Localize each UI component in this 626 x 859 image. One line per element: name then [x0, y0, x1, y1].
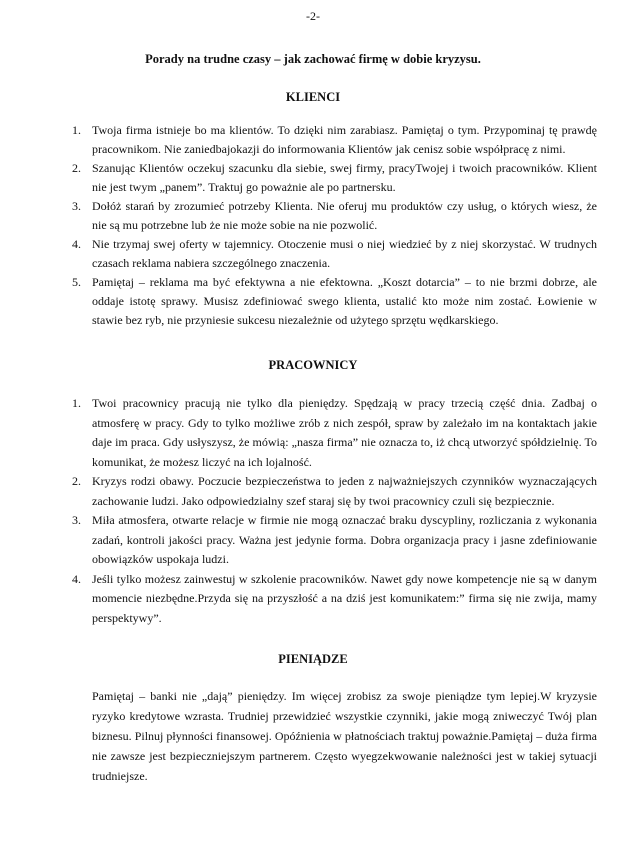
list-item	[72, 394, 597, 472]
list-item	[72, 570, 597, 629]
section-heading-pieniadze: PIENIĄDZE	[278, 652, 348, 666]
item-number: 3.	[72, 513, 81, 527]
item-number: 4.	[72, 571, 81, 586]
item-number: 5.	[72, 275, 81, 289]
item-number: 2.	[72, 474, 81, 488]
pracownicy-list	[72, 394, 597, 628]
section-heading-klienci: KLIENCI	[285, 90, 341, 104]
page-number: -2-	[306, 9, 320, 23]
item-number: 1.	[72, 123, 81, 137]
item-text: Twoi pracownicy pracują nie tylko dla pieniędzy. Spędzają w pracy trzecią część dnia. Zadbaj o atmosferę w pracy. Gdy to tylko możliwe zrób z nich zespół, spraw by zależało im na kontaktach jakie daje im praca. Gdy usłyszysz, że mówią: „nasza firma” nie oznacza to, iż chcą utworzyć spółdzielnię. To komunikat, że możesz liczyć na ich lojalność.	[92, 396, 597, 469]
list-item	[72, 511, 597, 570]
item-number: 4.	[72, 237, 81, 251]
item-text: Twoja firma istnieje bo ma klientów. To dzięki nim zarabiasz. Pamiętaj o tym. Przypominaj tę prawdę pracownikom. Nie zaniedbajokazji do informowania Klientów jak cenisz sobie współpracę z nimi.	[92, 123, 597, 156]
list-item	[72, 235, 597, 273]
item-text: Pamiętaj – reklama ma być efektywna a nie efektowna. „Koszt dotarcia” – to nie brzmi dobrze, ale oddaje istotę sprawy. Musisz zdefiniować swego klienta, ustalić kto może nim zostać. Łowienie w stawie bez ryb, nie przyniesie sukcesu niezależnie od użytego sprzętu wędkarskiego.	[92, 275, 597, 327]
item-text: Miła atmosfera, otwarte relacje w firmie nie mogą oznaczać braku dyscypliny, rozliczania z wykonania zadań, kontroli jakości pracy. Ważna jest jedynie forma. Dobra organizacja pracy i jasne zdefiniowanie obowiązków uspokaja ludzi.	[92, 513, 597, 566]
item-text: Szanując Klientów oczekuj szacunku dla siebie, swej firmy, pracyTwojej i twoich pracowników. Klient nie jest twym „panem”. Traktuj go poważnie ale po partnersku.	[92, 161, 597, 194]
list-item	[72, 472, 597, 511]
list-item	[72, 273, 597, 330]
item-number: 2.	[72, 161, 81, 175]
document-title: Porady na trudne czasy – jak zachować firmę w dobie kryzysu.	[145, 52, 481, 66]
item-text: Kryzys rodzi obawy. Poczucie bezpieczeństwa to jeden z najważniejszych czynników wyznaczających zachowanie ludzi. Jako odpowiedzialny szef staraj się by twoi pracownicy czuli się bezpiecznie.	[92, 474, 597, 508]
item-text: Dołóż starań by zrozumieć potrzeby Klienta. Nie oferuj mu produktów czy usług, o których wiesz, że nie są mu potrzebne lub że nie może sobie na nie pozwolić.	[92, 199, 597, 232]
section-heading-pracownicy: PRACOWNICY	[268, 358, 358, 372]
list-item	[72, 121, 597, 159]
item-text: Jeśli tylko możesz zainwestuj w szkolenie pracowników. Nawet gdy nowe kompetencje nie są w danym momencie niezbędne.Przyda się na przyszłość a na dziś jest komunikatem:” firma się nie zwija, mamy perspektywy”.	[92, 571, 597, 625]
item-number: 1.	[72, 396, 81, 410]
list-item	[72, 197, 597, 235]
list-item	[72, 159, 597, 197]
klienci-list	[72, 121, 597, 330]
item-number: 3.	[72, 199, 81, 213]
item-text: Nie trzymaj swej oferty w tajemnicy. Otoczenie musi o niej wiedzieć by z niej skorzystać. W trudnych czasach reklama nabiera szczególnego znaczenia.	[92, 237, 597, 270]
pieniadze-paragraph: Pamiętaj – banki nie „dają” pieniędzy. Im więcej zrobisz za swoje pieniądze tym lepiej.W kryzysie ryzyko kredytowe wzrasta. Trudniej przewidzieć wszystkie czynniki, jakie mogą zniweczyć Twój plan biznesu. Pilnuj płynności finansowej. Opóźnienia w płatnościach traktuj poważnie.Pamiętaj – duża firma nie zawsze jest bezpieczniejszym partnerem. Często wyegzekwowanie należności jest w takiej sytuacji trudniejsze.	[92, 689, 597, 783]
